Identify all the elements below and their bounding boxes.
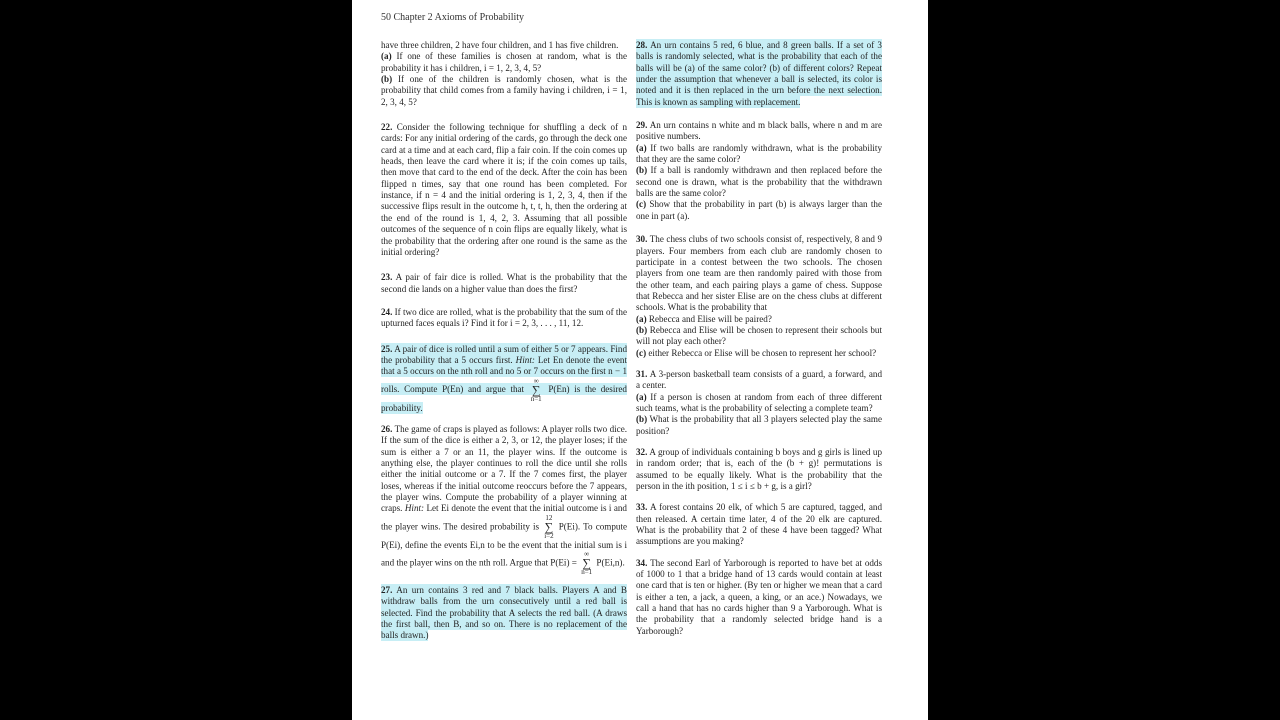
chapter-title: Chapter 2 Axioms of Probability <box>393 12 525 23</box>
hint-label: Hint: <box>515 354 535 365</box>
part-c: (c) Show that the probability in part (b) is always larger than the one in part (a). <box>636 199 882 221</box>
problem-text: The second Earl of Yarborough is reported to have bet at odds of 1000 to 1 that a bridge hand of 13 cards would contain at least one card that is ten or higher. (By ten or higher we mean that a card is either a ten, a jack, a queen, a king, or an ace.) Nowadays, we call a hand that has no cards higher than 9 a Yarborough. What is the probability that a randomly selected bridge hand is a Yarborough? <box>636 557 883 636</box>
problem-24 <box>381 307 627 330</box>
right-column <box>636 40 882 646</box>
part-a: (a) If two balls are randomly withdrawn, what is the probability that they are the same color? <box>636 142 882 165</box>
problem-text: A pair of fair dice is rolled. What is the probability that the second die lands on a higher value than does the first? <box>381 272 627 294</box>
part-a: (a) If a person is chosen at random from each of three different such teams, what is the probability of selecting a complete team? <box>636 391 882 413</box>
problem-number: 27. <box>381 585 393 596</box>
problem-number: 28. <box>636 40 648 50</box>
left-column <box>381 40 627 651</box>
part-a: (a) If one of these families is chosen at random, what is the probability it has i children, i = 1, 2, 3, 4, 5? <box>381 51 627 73</box>
problem-text: An urn contains n white and m black balls, where n and m are positive numbers. <box>636 120 882 142</box>
problem-number: 31. <box>636 368 648 379</box>
problem-text: A 3-person basketball team consists of a guard, a forward, and a center. <box>636 368 882 391</box>
problem-31 <box>636 369 882 437</box>
problem-text: Consider the following technique for shuffling a deck of n cards: For any initial ordering of the cards, go through the deck one card at a time and at each card, flip a fair coin. If the coin comes up heads, then leave the card where it is; if the coin comes up tails, then move that card to the end of the deck. After the coin has been flipped n times, say that one round has been completed. For instance, if n = 4 and the initial ordering is 1, 2, 3, 4, then if the successive flips result in the outcome h, t, t, h, then the ordering at the end of the round is 1, 4, 2, 3. Assuming that all possible outcomes of the sequence of n coin flips are equally likely, what is the probability that the ordering after one round is the same as the initial ordering? <box>381 122 627 257</box>
textbook-page <box>352 0 928 720</box>
highlight <box>381 343 627 414</box>
problem-text: A pair of dice is rolled until a sum of either 5 or 7 appears. Find the probability that a 5 occurs first. <box>381 343 627 365</box>
problem-27-highlighted <box>381 585 627 642</box>
problem-number: 25. <box>381 343 393 354</box>
summation-symbol: ∞ ∑ n=1 <box>581 550 593 577</box>
problem-text: The chess clubs of two schools consist of, respectively, 8 and 9 players. Four members from each club are randomly chosen to participate in a contest between the two schools. The chosen players from one team are then randomly paired with those from the other team, and each pairing plays a game of chess. Suppose that Rebecca and her sister Elise are on the chess clubs at different schools. What is the probability that <box>636 234 883 313</box>
problem-number: 24. <box>381 306 393 317</box>
running-header <box>381 12 524 23</box>
hint-text-end: P(En) is the desired probability. <box>381 384 627 413</box>
part-c: (c) either Rebecca or Elise will be chosen to represent her school? <box>636 347 877 358</box>
problem-33 <box>636 502 882 547</box>
problem-25-highlighted <box>381 344 627 414</box>
problem-22 <box>381 122 627 258</box>
problem-number: 26. <box>381 423 393 434</box>
problem-number: 22. <box>381 122 393 133</box>
problem-34 <box>636 558 882 637</box>
problem-number: 34. <box>636 557 648 568</box>
problem-23 <box>381 272 627 295</box>
highlight <box>636 39 882 108</box>
problem-number: 30. <box>636 234 648 245</box>
part-a: (a) Rebecca and Elise will be paired? <box>636 313 772 324</box>
problem-text: If two dice are rolled, what is the probability that the sum of the upturned faces equals i? Find it for i = 2, 3, . . . , 11, 12. <box>381 306 627 329</box>
problem-29 <box>636 120 882 222</box>
part-b: (b) If one of the children is randomly chosen, what is the probability that child comes from a family having i children, i = 1, 2, 3, 4, 5? <box>381 74 627 107</box>
page-number: 50 <box>381 12 391 23</box>
problem-number: 29. <box>636 120 648 131</box>
problem-30 <box>636 234 882 359</box>
problem-28-highlighted <box>636 40 882 108</box>
problem-text: The game of craps is played as follows: A player rolls two dice. If the sum of the dice is either a 2, 3, or 12, the player loses; if the sum is either a 7 or an 11, the player wins. If the outcome is anything else, the player continues to roll the dice until she rolls either the initial outcome or a 7. If the 7 comes first, the player loses, whereas if the initial outcome reoccurs before the 7 appears, the player wins. Compute the probability of a player winning at craps. <box>381 423 628 514</box>
highlight <box>381 584 627 641</box>
part-b: (b) Rebecca and Elise will be chosen to represent their schools but will not play each other? <box>636 324 882 347</box>
problem-26: 26. The game of craps is played as follows: A player rolls two dice. If the sum of the dice is either a 2, 3, or 12, the player loses; if the sum is either a 7 or an 11, the player wins. If the outcome is anything else, the player continues to roll the dice until she rolls either the initial outcome or a 7. If the 7 comes first, the player loses, whereas if the initial outcome reoccurs before the 7 appears, the player wins. Compute the probability of a player winning at craps. Hint: Let Ei denote the event that the initial outcome is i and the player wins. The desired probability is 12 ∑ i=2 P(Ei). To compute P(Ei), define the events Ei,n to be the event that the initial sum is i and the player wins on the nth roll. Argue that P(Ei) = ∞ ∑ n=1 P(Ei,n). <box>381 423 628 577</box>
part-b: (b) If a ball is randomly withdrawn and then replaced before the second one is drawn, what is the probability that the withdrawn balls are the same color? <box>636 165 882 199</box>
hint-text: Let Ei denote the event that the initial outcome is i and the player wins. The desired probability is <box>381 503 627 532</box>
problem-text: An urn contains 5 red, 6 blue, and 8 green balls. If a set of 3 balls is randomly selected, what is the probability that each of the balls will be (a) of the same color? (b) of different colors? Repeat under the assumption that whenever a ball is selected, its color is noted and it is then replaced in the urn before the next selection. This is known as sampling with replacement. <box>636 40 882 107</box>
problem-32 <box>636 447 882 492</box>
problem-number: 33. <box>636 502 648 513</box>
hint-text: Let En denote the event that a 5 occurs on the nth roll and no 5 or 7 occurs on the first n − 1 rolls. Compute P(En) and argue that <box>381 354 627 395</box>
problem-text: have three children, 2 have four children, and 1 has five children. <box>381 40 619 50</box>
part-b: (b) What is the probability that all 3 players selected play the same position? <box>636 414 882 436</box>
problem-number: 32. <box>636 447 648 457</box>
hint-label: Hint: <box>404 503 425 514</box>
summation-symbol: 12 ∑ i=2 <box>544 513 554 540</box>
summation-symbol: ∞ ∑ n=1 <box>530 376 542 403</box>
problem-number: 23. <box>381 272 393 283</box>
problem-text: An urn contains 3 red and 7 black balls. Players A and B withdraw balls from the urn consecutively until a red ball is selected. Find the probability that A selects the red ball. (A draws the first ball, then B, and so on. There is no replacement of the balls drawn.) <box>381 585 627 641</box>
problem-text: A forest contains 20 elk, of which 5 are captured, tagged, and then released. A certain time later, 4 of the 20 elk are captured. What is the probability that 2 of these 4 have been tagged? What assumptions are you making? <box>636 502 882 547</box>
hint-text: To compute P(Ei), define the events Ei,n to be the event that the initial sum is i and the player wins on the nth roll. Argue that P(Ei) = <box>381 521 628 568</box>
problem-21-continued <box>381 40 627 108</box>
problem-text: A group of individuals containing b boys and g girls is lined up in random order; that is, each of the (b + g)! permutations is assumed to be equally likely. What is the probability that the person in the ith position, 1 ≤ i ≤ b + g, is a girl? <box>636 447 882 492</box>
